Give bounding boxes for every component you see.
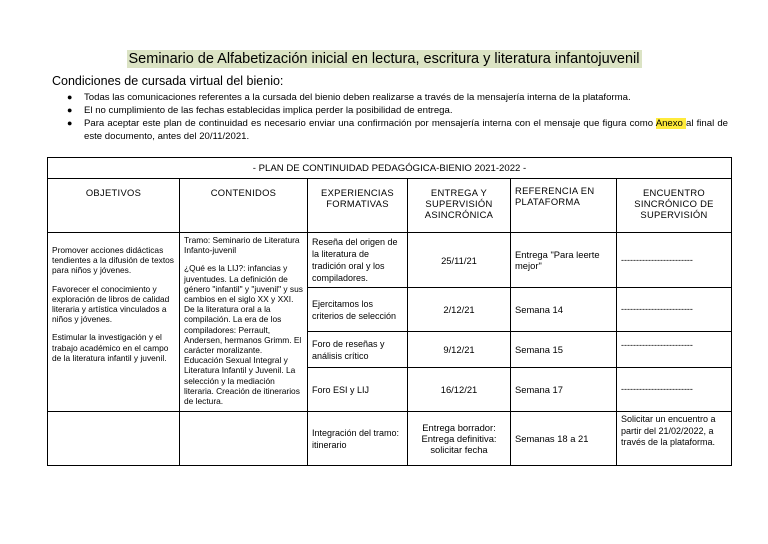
experiencia-cell: Reseña del origen de la literatura de tradición oral y los compiladores. bbox=[308, 233, 408, 288]
empty-contenidos-cell bbox=[180, 412, 308, 466]
bullet-icon: ● bbox=[67, 92, 73, 102]
condition-item: ● El no cumplimiento de las fechas establecidas implica perder la posibilidad de entrega. bbox=[67, 105, 453, 116]
contenido-detalle: ¿Qué es la LIJ?: infancias y juventudes. La definición de género "infantil" y "juvenil" y sus cambios en el siglo XX y XXI. De la literatura oral a la compilación. La era de los compiladores: Perrault, Andersen, hermanos Grimm. El carácter moralizante. Educación Sexual Integral y Literatura Infantil y Juvenil. La selección y la mediación literaria. Creación de itinerarios de lectura. bbox=[184, 263, 303, 407]
referencia-cell: Semana 15 bbox=[511, 332, 617, 368]
objetivo-item: Favorecer el conocimiento y exploración de libros de calidad literaria y artística vinculados a niños y jóvenes. bbox=[52, 283, 170, 325]
referencia-cell: Entrega "Para leerte mejor" bbox=[511, 233, 617, 288]
experiencia-cell: Ejercitamos los criterios de selección bbox=[308, 288, 408, 332]
encuentro-cell: ------------------------ bbox=[617, 233, 732, 288]
entrega-cell: 16/12/21 bbox=[408, 368, 511, 412]
objetivo-item: Promover acciones didácticas tendientes a la difusión de textos para niños y jóvenes. bbox=[52, 245, 174, 276]
encuentro-cell: ------------------------ bbox=[617, 332, 732, 368]
bullet-icon: ● bbox=[67, 105, 73, 115]
document-title-text: Seminario de Alfabetización inicial en lectura, escritura y literatura infantojuvenil bbox=[128, 51, 640, 67]
referencia-cell: Semana 17 bbox=[511, 368, 617, 412]
objetivo-item: Estimular la investigación y el trabajo académico en el campo de la literatura infantil y juvenil. bbox=[52, 332, 169, 363]
experiencia-cell: Foro ESI y LIJ bbox=[308, 368, 408, 412]
entrega-cell: 2/12/21 bbox=[408, 288, 511, 332]
conditions-list bbox=[64, 91, 728, 143]
encuentro-cell: Solicitar un encuentro a partir del 21/02/2022, a través de la plataforma. bbox=[617, 412, 732, 466]
experiencia-cell: Integración del tramo: itinerario bbox=[308, 412, 408, 466]
entrega-cell: Entrega borrador: Entrega definitiva: solicitar fecha bbox=[408, 412, 511, 466]
table-row bbox=[48, 412, 732, 466]
objetivos-cell bbox=[48, 233, 180, 412]
table-title: - PLAN DE CONTINUIDAD PEDAGÓGICA-BIENIO 2021-2022 - bbox=[48, 158, 732, 179]
header-contenidos: CONTENIDOS bbox=[180, 179, 308, 233]
conditions-heading: Condiciones de cursada virtual del bienio: bbox=[52, 74, 284, 88]
header-entrega: ENTREGA Y SUPERVISIÓN ASINCRÓNICA bbox=[408, 179, 511, 233]
condition-item: ● Para aceptar este plan de continuidad es necesario enviar una confirmación por mensajería interna con el mensaje que figura como Anexo al final de este documento, antes del 20/11/2021. bbox=[67, 118, 728, 142]
referencia-cell: Semana 14 bbox=[511, 288, 617, 332]
header-objetivos: OBJETIVOS bbox=[48, 179, 180, 233]
bullet-icon: ● bbox=[67, 118, 73, 128]
header-referencia: REFERENCIA EN PLATAFORMA bbox=[511, 179, 617, 233]
table-header-row bbox=[48, 179, 732, 233]
contenidos-cell bbox=[180, 233, 308, 412]
contenido-tramo: Tramo: Seminario de Literatura Infanto-juvenil bbox=[184, 235, 300, 256]
referencia-cell: Semanas 18 a 21 bbox=[511, 412, 617, 466]
header-experiencias: EXPERIENCIAS FORMATIVAS bbox=[308, 179, 408, 233]
condition-item: ● Todas las comunicaciones referentes a la cursada del bienio deben realizarse a través de la mensajería interna de la plataforma. bbox=[67, 92, 631, 103]
experiencia-cell: Foro de reseñas y análisis crítico bbox=[308, 332, 408, 368]
entrega-cell: 9/12/21 bbox=[408, 332, 511, 368]
encuentro-cell: ------------------------ bbox=[617, 368, 732, 412]
document-title bbox=[0, 50, 768, 68]
encuentro-cell: ------------------------ bbox=[617, 288, 732, 332]
header-encuentro: ENCUENTRO SINCRÓNICO DE SUPERVISIÓN bbox=[617, 179, 732, 233]
continuity-plan-table bbox=[47, 157, 732, 466]
entrega-cell: 25/11/21 bbox=[408, 233, 511, 288]
annex-highlight: Anexo bbox=[655, 118, 687, 129]
empty-objetivos-cell bbox=[48, 412, 180, 466]
table-row bbox=[48, 233, 732, 288]
